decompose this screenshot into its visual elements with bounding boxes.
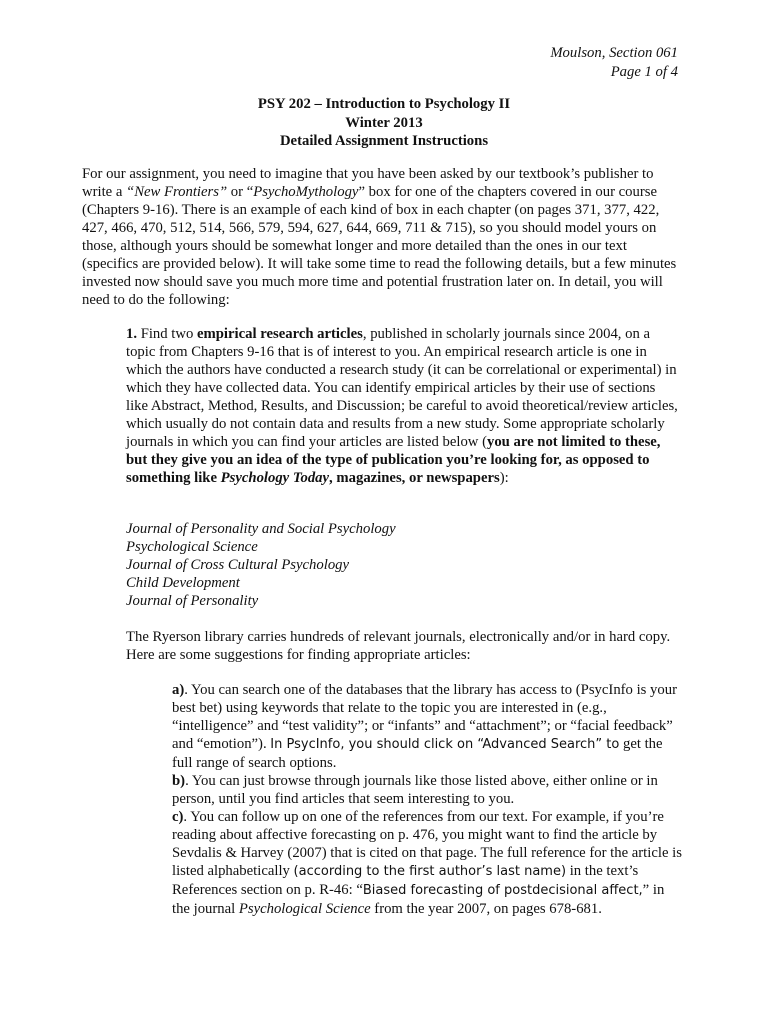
library-paragraph: The Ryerson library carries hundreds of relevant journals, electronically and/or in hard copy. Here are some suggestions for finding appropriate articles: xyxy=(126,629,671,663)
intro-or: or “ xyxy=(227,184,254,200)
suggestion-c-text: . You can follow up on one of the references from our text. For example, if you’re reading about affective forecasting on p. 476, you might want to find the article by Sevdalis & Harvey (2007) that is cited on that page. The full reference for the article is listed alphabetically xyxy=(172,809,682,879)
psychomythology-term: PsychoMythology xyxy=(253,184,359,200)
empirical-articles-term: empirical research articles xyxy=(197,326,363,342)
new-frontiers-term: “New Frontiers” xyxy=(126,184,228,200)
article-title: Biased forecasting of postdecisional affect, xyxy=(362,883,643,898)
intro-paragraph xyxy=(82,165,679,309)
journal-item: Journal of Personality xyxy=(126,593,259,609)
journal-item: Journal of Cross Cultural Psychology xyxy=(126,557,350,573)
intro-text-1: For our assignment, you need to imagine that you have been asked by our textbook’s publisher to write a xyxy=(82,166,654,200)
suggestion-a-end: get the full range of search options. xyxy=(172,736,663,771)
journal-item: Journal of Personality and Social Psychology xyxy=(126,521,396,537)
suggestion-a-text: . You can search one of the databases that the library has access to (PsycInfo is your best bet) using keywords that relate to the topic you are interested in (e.g., “intelligence” and “test validity”; or “infants” and “attachment”; or “facial feedback” and “emotion”). xyxy=(172,682,677,752)
psychology-today-term: Psychology Today xyxy=(220,470,330,486)
step-number: 1. xyxy=(126,326,138,342)
suggestion-c-text-4: from the year 2007, on pages 678-681. xyxy=(370,901,602,917)
suggestion-label: c) xyxy=(172,809,184,825)
step-1-closing: ): xyxy=(499,470,509,486)
author-section: Moulson, Section 061 xyxy=(550,45,678,61)
step-1-text-b: , published in scholarly journals since 2004, on a topic from Chapters 9-16 that is of interest to you. An empirical research article is one in which the authors have conducted a research study (it can be correlational or experimental) in which they have collected data. You can identify empirical articles by their use of sections like Abstract, Method, Results, and Discussion; be careful to avoid theoretical/review articles, which usually do not contain data and results from a new study. Some appropriate scholarly journals in which you can find your articles are listed below ( xyxy=(126,326,678,450)
step-1-text-a: Find two xyxy=(137,326,197,342)
step-1-paragraph xyxy=(126,325,679,487)
document-title xyxy=(0,95,768,151)
bold-note-b: , magazines, or newspapers xyxy=(329,470,500,486)
suggestion-b xyxy=(172,772,682,808)
page-header xyxy=(550,44,678,82)
suggestion-label: a) xyxy=(172,682,185,698)
suggestion-label: b) xyxy=(172,773,186,789)
course-title: PSY 202 – Introduction to Psychology II xyxy=(257,96,511,112)
suggestions-list xyxy=(172,681,682,918)
bold-note-a: you are not limited to these, but they give you an idea of the type of publication you’re looking for, as opposed to something like xyxy=(126,434,661,486)
page-indicator: Page 1 of 4 xyxy=(610,64,678,80)
suggestion-c-sans-1: (according to the first author’s last name) xyxy=(293,864,567,879)
intro-text-2: ” box for one of the chapters covered in our course (Chapters 9-16). There is an example of each kind of box in each chapter (on pages 371, 377, 422, 427, 466, 470, 512, 514, 566, 579, 594, 627, 644, 669, 711 & 715), so you should model yours on those, although yours should be somewhat longer and more detailed than the ones in our text (specifics are provided below). It will take some time to read the following details, but a few minutes invested now should save you much more time and potential frustration later on. In detail, you will need to do the following: xyxy=(82,184,677,308)
suggestion-a xyxy=(172,681,682,772)
assignment-heading: Detailed Assignment Instructions xyxy=(279,133,489,149)
journal-item: Child Development xyxy=(126,575,240,591)
suggestion-c-text-2: in the text’s References section on p. R-46: “ xyxy=(172,863,639,898)
journal-name: Psychological Science xyxy=(238,901,371,917)
suggestion-c-text-3: ” in the journal xyxy=(172,882,665,917)
journal-list xyxy=(126,520,679,610)
journal-item: Psychological Science xyxy=(126,539,258,555)
suggestion-a-sans-text: In PsycInfo, you should click on “Advanced Search” to xyxy=(270,737,620,752)
suggestion-b-text: . You can just browse through journals like those listed above, either online or in person, until you find articles that seem interesting to you. xyxy=(172,773,658,807)
term: Winter 2013 xyxy=(345,114,423,131)
suggestion-c xyxy=(172,808,682,918)
